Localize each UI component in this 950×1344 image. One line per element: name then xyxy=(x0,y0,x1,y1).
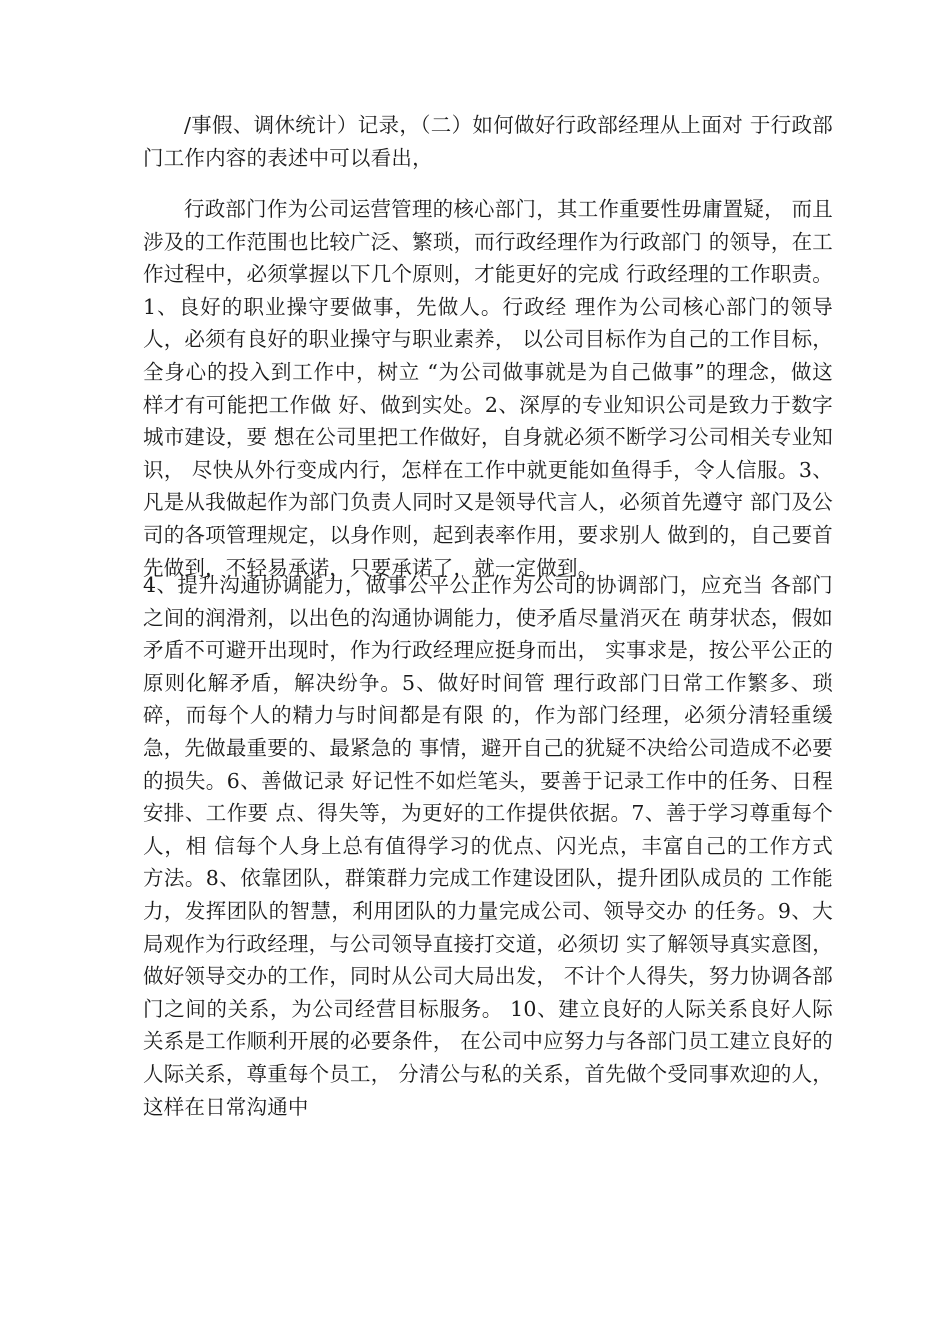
paragraph-principles: 行政部门作为公司运营管理的核心部门，其工作重要性毋庸置疑， 而且涉及的工作范围也比较广泛、繁琐，而行政经理作为行政部门 的领导，在工作过程中，必须掌握以下几个原则，才能更好的完成 行政经理的工作职责。1、良好的职业操守要做事，先做人。行政经 理作为公司核心部门的领导人，必须有良好的职业操守与职业素养， 以公司目标作为自己的工作目标，全身心的投入到工作中，树立 “为公司做事就是为自己做事”的理念，做这样才有可能把工作做 好、做到实处。2、深厚的专业知识公司是致力于数字城市建设，要 想在公司里把工作做好，自身就必须不断学习公司相关专业知识， 尽快从外行变成内行，怎样在工作中就更能如鱼得手，令人信服。3、 凡是从我做起作为部门负责人同时又是领导代言人，必须首先遵守 部门及公司的各项管理规定，以身作则，起到表率作用，要求别人 做到的，自己要首先做到，不轻易承诺，只要承诺了，就一定做到。 xyxy=(143,197,833,580)
paragraph-intro: /事假、调休统计）记录，（二）如何做好行政部经理从上面对 于行政部门工作内容的表述中可以看出， xyxy=(143,113,833,170)
paragraph-principles-continued: 4、提升沟通协调能力，做事公平公正作为公司的协调部门，应充当 各部门之间的润滑剂，以出色的沟通协调能力，使矛盾尽量消灭在 萌芽状态，假如矛盾不可避开出现时，作为行政经理应挺身而出， 实事求是，按公平公正的原则化解矛盾，解决纷争。5、做好时间管 理行政部门日常工作繁多、琐碎，而每个人的精力与时间都是有限 的，作为部门经理，必须分清轻重缓急，先做最重要的、最紧急的 事情，避开自己的犹疑不决给公司造成不必要的损失。6、善做记录 好记性不如烂笔头，要善于记录工作中的任务、日程安排、工作要 点、得失等，为更好的工作提供依据。7、善于学习尊重每个人，相 信每个人身上总有值得学习的优点、闪光点，丰富自己的工作方式 方法。8、依靠团队，群策群力完成工作建设团队，提升团队成员的 工作能力，发挥团队的智慧，利用团队的力量完成公司、领导交办 的任务。9、大局观作为行政经理，与公司领导直接打交道，必须切 实了解领导真实意图，做好领导交办的工作，同时从公司大局出发， 不计个人得失，努力协调各部门之间的关系，为公司经营目标服务。 10、建立良好的人际关系良好人际关系是工作顺利开展的必要条件， 在公司中应努力与各部门员工建立良好的人际关系，尊重每个员工， 分清公与私的关系，首先做个受同事欢迎的人，这样在日常沟通中 xyxy=(143,573,833,1119)
